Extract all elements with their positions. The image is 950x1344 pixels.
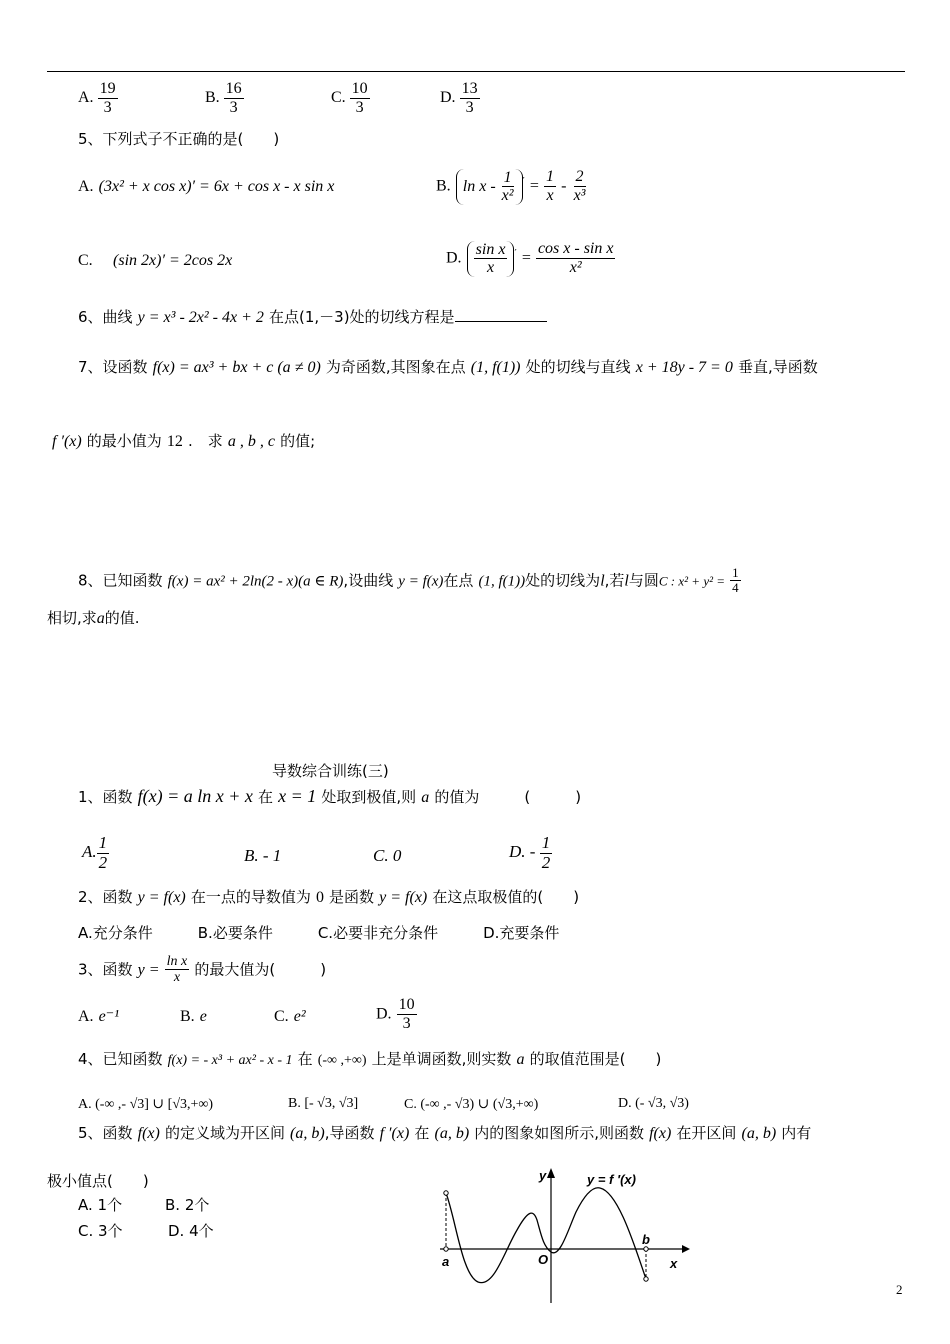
- s4-option-b: B. [- √3, √3]: [288, 1096, 359, 1111]
- s4-option-a: A. (-∞ ,- √3] ∪ [√3,+∞): [78, 1097, 214, 1112]
- open-endpoint-a: [444, 1191, 448, 1195]
- answer-blank: [455, 307, 547, 322]
- s5-stem-line2: 极小值点( ): [47, 1172, 149, 1190]
- q8-line1: 8、已知函数 f(x) = ax² + 2ln(2 - x)(a ∈ R),设曲线 y = f(x)在点 (1, f(1))处的切线为l,若l与圆C : x² + y² = $\frac{1}{4}$: [78, 565, 739, 596]
- curve-label: y = f ′(x): [587, 1172, 636, 1187]
- s3-option-a: A. e⁻¹: [78, 1008, 119, 1025]
- s1-stem: 1、函数 f(x) = a ln x + x 在 x = 1 处取到极值,则 a 的值为 ( ): [78, 786, 582, 806]
- a-label: a: [442, 1254, 450, 1269]
- section-title: 导数综合训练(三): [272, 762, 389, 780]
- s5-option-c: C. 3个: [78, 1222, 123, 1240]
- header-rule: [47, 71, 905, 72]
- s1-option-a: A. $\frac{1}{2}$: [82, 833, 108, 872]
- q7-line2: f ′(x) 的最小值为 12 . 求 a , b , c 的值;: [52, 432, 316, 450]
- s1-option-d: D. - $\frac{1}{2}$: [509, 833, 551, 872]
- y-axis-arrow: [547, 1168, 555, 1178]
- q5-option-b: B. ln x - $\frac{1}{\text{x²}}$ ′ = $\frac{1}{x}$ - $\frac{2}{\text{x³}}$: [436, 168, 586, 205]
- q5-option-d: D. $\frac{\text{sin x}}{x}$ ′ = $\frac{\text{cos x - sin x}}{\text{x²}}$: [446, 240, 614, 277]
- s5-option-b: B. 2个: [165, 1196, 210, 1214]
- x-axis-label: x: [670, 1256, 678, 1271]
- top-option-d: D. $\frac{13}{3}$: [440, 80, 478, 116]
- top-option-a: A. $\frac{19}{3}$: [78, 80, 116, 116]
- s5-option-d: D. 4个: [168, 1222, 214, 1240]
- s3-option-d: D. $\frac{10}{3}$: [376, 996, 415, 1032]
- s1-option-b: B. - 1: [244, 846, 282, 865]
- s4-option-d: D. (- √3, √3): [618, 1096, 689, 1111]
- derivative-curve: [446, 1188, 646, 1283]
- q7-line1: 7、设函数 f(x) = ax³ + bx + c (a ≠ 0) 为奇函数,其图象在点 (1, f(1)) 处的切线与直线 x + 18y - 7 = 0 垂直,导函数: [78, 358, 818, 376]
- open-endpoint-b: [644, 1277, 648, 1281]
- q5-stem: 5、下列式子不正确的是( ): [78, 130, 280, 148]
- point-b-on-axis: [644, 1247, 648, 1251]
- derivative-graph: [420, 1160, 700, 1305]
- origin-label: O: [538, 1252, 549, 1267]
- s5-stem: 5、函数 f(x) 的定义域为开区间 (a, b),导函数 f ′(x) 在 (a, b) 内的图象如图所示,则函数 f(x) 在开区间 (a, b) 内有: [78, 1124, 812, 1142]
- q8-line2: 相切,求a的值.: [47, 609, 140, 627]
- s5-option-a: A. 1个: [78, 1196, 123, 1214]
- b-label: b: [642, 1232, 650, 1247]
- point-a-on-axis: [444, 1247, 448, 1251]
- s3-option-b: B. e: [180, 1008, 207, 1025]
- top-option-b: B. $\frac{16}{3}$: [205, 80, 242, 116]
- s2-options: A.充分条件 B.必要条件 C.必要非充分条件 D.充要条件: [78, 924, 560, 942]
- s2-stem: 2、函数 y = f(x) 在一点的导数值为 0 是函数 y = f(x) 在这点取极值的( ): [78, 888, 580, 906]
- q5-option-c: C. (sin 2x)′ = 2cos 2x: [78, 252, 233, 269]
- top-option-c: C. $\frac{10}{3}$: [331, 80, 368, 116]
- q5-option-a: A. (3x² + x cos x)′ = 6x + cos x - x sin x: [78, 178, 335, 195]
- s1-option-c: C. 0: [373, 846, 402, 865]
- x-axis-arrow: [682, 1245, 690, 1253]
- y-axis-label: y: [539, 1168, 547, 1183]
- s4-stem: 4、已知函数 f(x) = - x³ + ax² - x - 1 在 (-∞ ,+∞) 上是单调函数,则实数 a 的取值范围是( ): [78, 1050, 662, 1068]
- s4-option-c: C. (-∞ ,- √3) ∪ (√3,+∞): [404, 1097, 539, 1112]
- s3-stem: 3、函数 y = $\frac{\text{ln x}}{x}$ 的最大值为( ): [78, 954, 327, 986]
- page-number: 2: [896, 1282, 903, 1297]
- q6: 6、曲线 y = x³ - 2x² - 4x + 2 在点(1,－3)处的切线方程是: [78, 306, 547, 327]
- s3-option-c: C. e²: [274, 1008, 306, 1025]
